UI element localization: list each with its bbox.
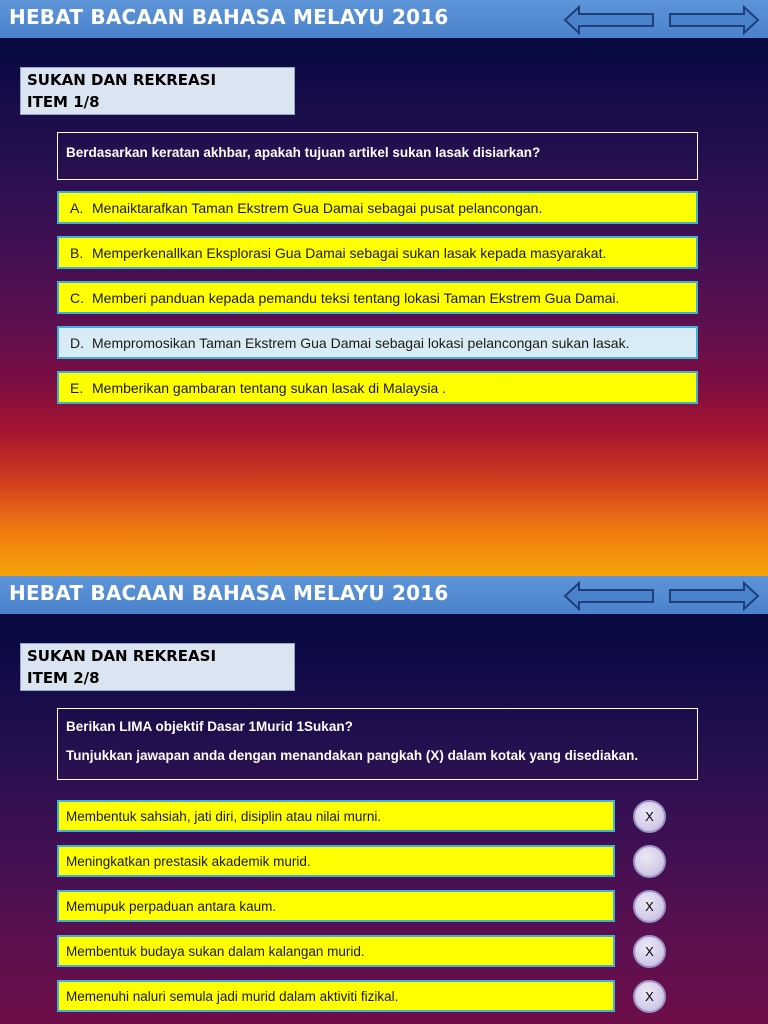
- question-line-1: Berikan LIMA objektif Dasar 1Murid 1Sukan?: [66, 719, 353, 734]
- item-counter: ITEM 1/8: [27, 93, 100, 111]
- option-text: Memberi panduan kepada pemandu teksi tentang lokasi Taman Ekstrem Gua Damai.: [92, 290, 620, 306]
- answer-mark-circle-1[interactable]: X: [633, 800, 666, 833]
- option-text: Mempromosikan Taman Ekstrem Gua Damai sebagai lokasi pelancongan sukan lasak.: [92, 335, 630, 351]
- objective-item-4: [57, 935, 615, 967]
- objective-text: Membentuk budaya sukan dalam kalangan murid.: [66, 944, 365, 959]
- objective-text: Meningkatkan prestasik akademik murid.: [66, 854, 311, 869]
- answer-mark-circle-3[interactable]: X: [633, 890, 666, 923]
- question-box: [57, 132, 698, 180]
- topic-box: [20, 643, 295, 691]
- option-d[interactable]: [57, 326, 698, 359]
- option-b[interactable]: [57, 236, 698, 269]
- objective-text: Memenuhi naluri semula jadi murid dalam aktiviti fizikal.: [66, 989, 399, 1004]
- left-arrow-icon[interactable]: [563, 581, 655, 611]
- slide-title: HEBAT BACAAN BAHASA MELAYU 2016: [9, 5, 449, 29]
- option-c[interactable]: [57, 281, 698, 314]
- option-text: Menaiktarafkan Taman Ekstrem Gua Damai sebagai pusat pelancongan.: [92, 200, 543, 216]
- objective-item-1: [57, 800, 615, 832]
- option-text: Memberikan gambaran tentang sukan lasak di Malaysia .: [92, 380, 447, 396]
- answer-mark-circle-4[interactable]: X: [633, 935, 666, 968]
- right-arrow-icon[interactable]: [668, 5, 760, 35]
- option-letter: D.: [70, 335, 84, 351]
- option-a[interactable]: [57, 191, 698, 224]
- option-letter: B.: [70, 245, 84, 261]
- option-e[interactable]: [57, 371, 698, 404]
- question-box-2: [57, 708, 698, 780]
- objective-text: Membentuk sahsiah, jati diri, disiplin atau nilai murni.: [66, 809, 382, 824]
- topic-box: [20, 67, 295, 115]
- option-text: Memperkenallkan Eksplorasi Gua Damai sebagai sukan lasak kepada masyarakat.: [92, 245, 607, 261]
- option-letter: A.: [70, 200, 84, 216]
- title-bar: [0, 576, 768, 614]
- option-letter: E.: [70, 380, 84, 396]
- option-letter: C.: [70, 290, 84, 306]
- answer-mark-circle-5[interactable]: X: [633, 980, 666, 1013]
- objective-item-5: [57, 980, 615, 1012]
- objective-item-2: [57, 845, 615, 877]
- answer-mark-circle-2[interactable]: [633, 845, 666, 878]
- item-counter: ITEM 2/8: [27, 669, 100, 687]
- right-arrow-icon[interactable]: [668, 581, 760, 611]
- question-text: Berdasarkan keratan akhbar, apakah tujuan artikel sukan lasak disiarkan?: [66, 145, 541, 160]
- title-bar: [0, 0, 768, 38]
- left-arrow-icon[interactable]: [563, 5, 655, 35]
- objective-text: Memupuk perpaduan antara kaum.: [66, 899, 277, 914]
- question-line-2: Tunjukkan jawapan anda dengan menandakan pangkah (X) dalam kotak yang disediakan.: [66, 748, 639, 763]
- topic-label: SUKAN DAN REKREASI: [27, 647, 217, 665]
- objective-item-3: [57, 890, 615, 922]
- slide-title: HEBAT BACAAN BAHASA MELAYU 2016: [9, 581, 449, 605]
- topic-label: SUKAN DAN REKREASI: [27, 71, 217, 89]
